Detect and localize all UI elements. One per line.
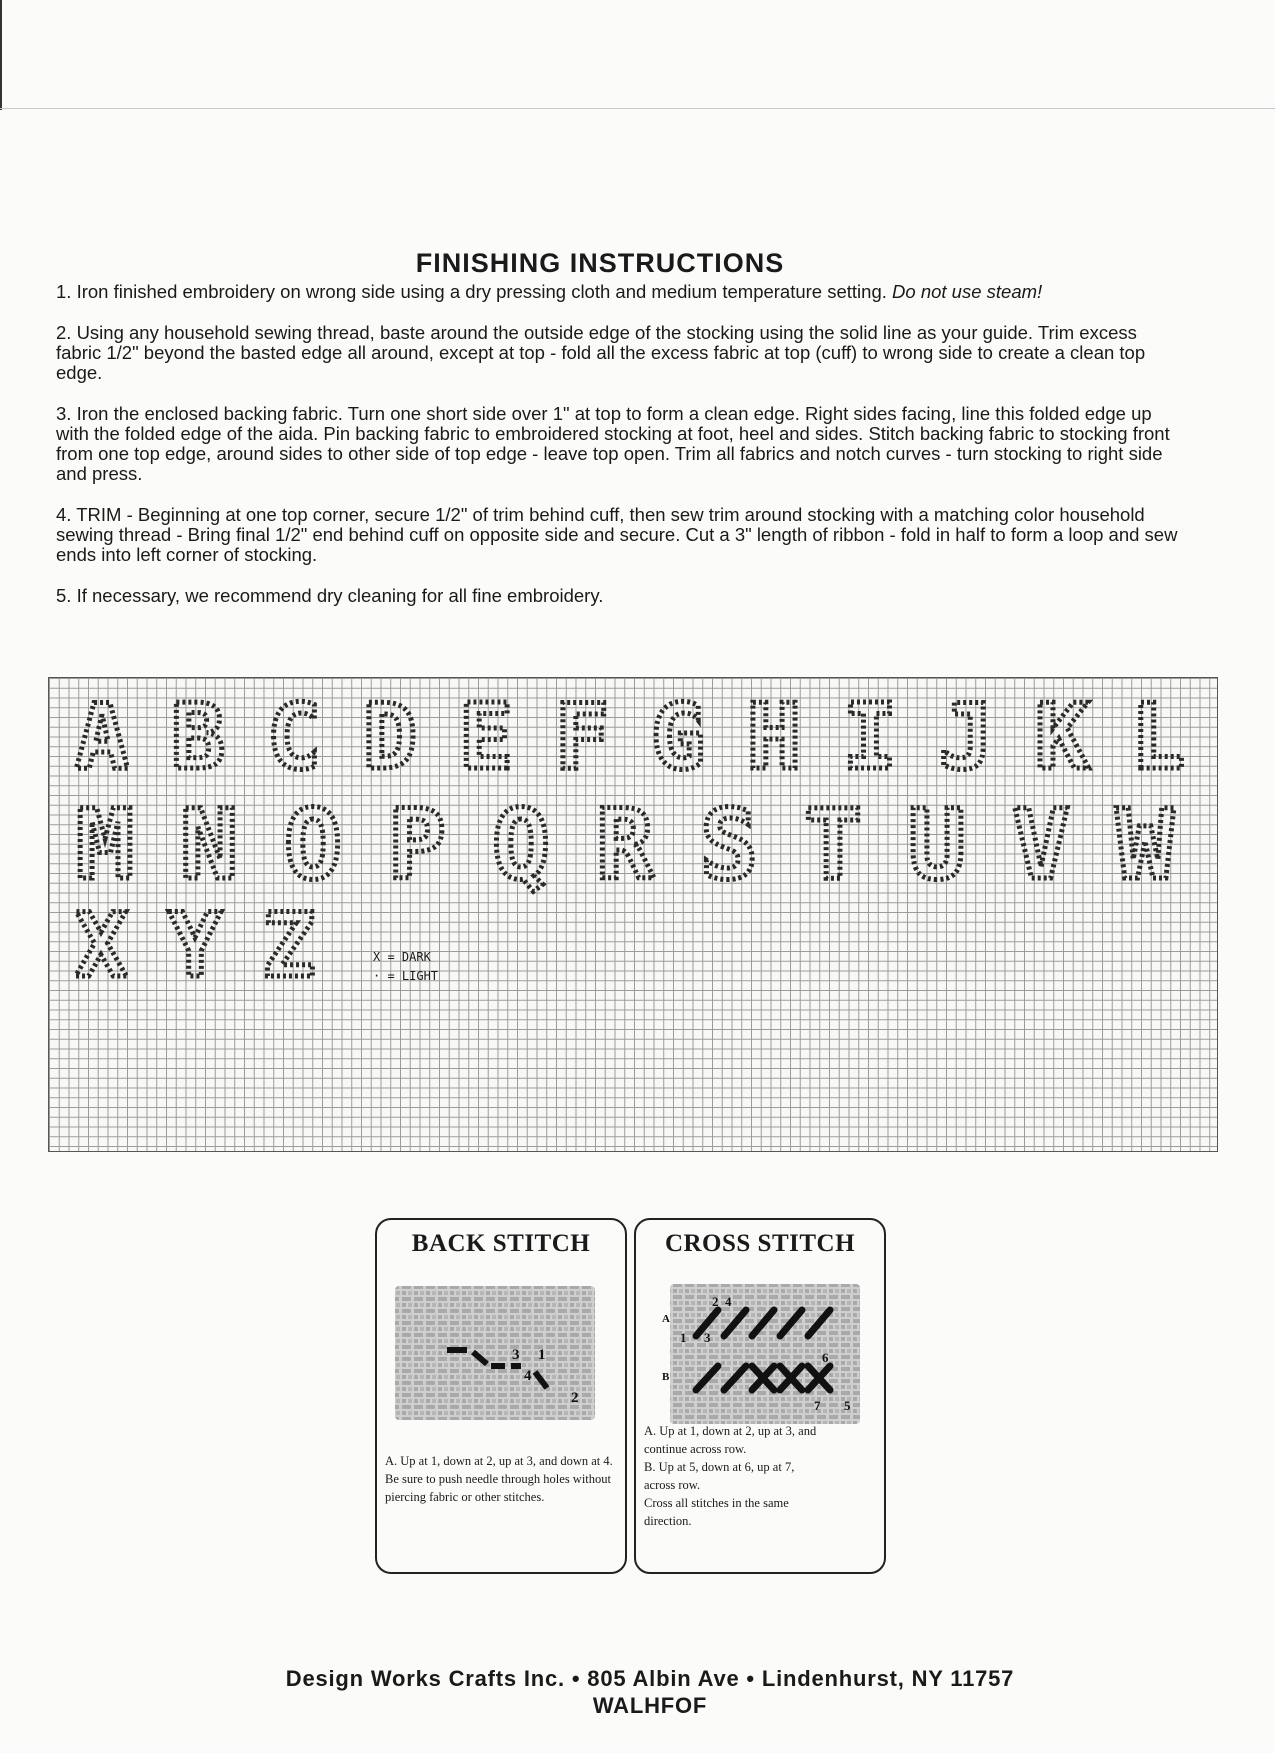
legend-dark: X = DARK bbox=[373, 950, 431, 964]
cross-label-6: 6 bbox=[822, 1350, 829, 1365]
cross-stitch-diagram bbox=[648, 1270, 870, 1436]
chart-letter-b: B bbox=[170, 685, 226, 790]
chart-letter-v: V bbox=[1012, 789, 1070, 901]
back-stitch-diagram bbox=[389, 1272, 611, 1438]
cross-stitch-description bbox=[644, 1422, 879, 1530]
chart-letter-n: N bbox=[180, 789, 238, 901]
alphabet-chart bbox=[48, 677, 1218, 1152]
company-address: Design Works Crafts Inc. • 805 Albin Ave • Lindenhurst, NY 11757 bbox=[285, 1666, 1015, 1691]
instruction-step-3: 3. Iron the enclosed backing fabric. Turn one short side over 1" at top to form a clean edge. Right sides facing, line this folded edge up with the folded edge of the aida. Pin backing fabric to embroidered stocking at foot, heel and sides. Stitch backing fabric to stocking front from one top edge, around sides to other side of top edge - leave top open. Trim all fabrics and notch curves - turn stocking to right side and press. bbox=[56, 403, 1170, 484]
cross-label-1: 1 bbox=[680, 1330, 687, 1345]
footer bbox=[0, 1665, 1275, 1719]
page-title: FINISHING INSTRUCTIONS bbox=[415, 248, 785, 278]
cross-label-7: 7 bbox=[814, 1398, 821, 1413]
row-label-b: B bbox=[662, 1371, 670, 1383]
page-fold-line bbox=[0, 108, 1275, 109]
chart-letter-k: K bbox=[1034, 685, 1090, 790]
step-1-warning: Do not use steam! bbox=[892, 281, 1043, 302]
chart-letter-r: R bbox=[596, 789, 654, 901]
chart-letter-y: Y bbox=[168, 894, 222, 997]
back-label-1: 1 bbox=[538, 1347, 546, 1363]
chart-letter-c: C bbox=[266, 685, 322, 790]
step-1-text: 1. Iron finished embroidery on wrong side using a dry pressing cloth and medium temperature setting. bbox=[56, 281, 893, 302]
chart-letter-q: Q bbox=[492, 789, 550, 901]
chart-letter-u: U bbox=[908, 789, 966, 901]
cross-label-4: 4 bbox=[725, 1294, 732, 1309]
cross-desc-line-3: B. Up at 5, down at 6, up at 7, bbox=[644, 1460, 795, 1474]
cross-desc-line-2: continue across row. bbox=[644, 1442, 747, 1456]
chart-letter-e: E bbox=[458, 685, 514, 790]
cross-desc-line-5: Cross all stitches in the same bbox=[644, 1496, 789, 1510]
chart-letter-z: Z bbox=[262, 894, 316, 997]
cross-label-2: 2 bbox=[712, 1294, 719, 1309]
fabric-weave bbox=[670, 1284, 860, 1424]
back-stitch-guide bbox=[375, 1218, 627, 1574]
chart-letter-t: T bbox=[804, 789, 862, 901]
scan-edge bbox=[0, 0, 2, 110]
chart-letter-w: W bbox=[1116, 789, 1174, 901]
chart-letter-d: D bbox=[362, 685, 418, 790]
chart-letter-f: F bbox=[554, 685, 610, 790]
cross-desc-line-1: A. Up at 1, down at 2, up at 3, and bbox=[644, 1424, 817, 1438]
back-label-2: 2 bbox=[571, 1390, 579, 1406]
chart-letter-g: G bbox=[650, 685, 706, 790]
back-label-4: 4 bbox=[524, 1368, 532, 1384]
back-label-3: 3 bbox=[512, 1347, 520, 1363]
chart-letter-p: P bbox=[388, 789, 446, 901]
instruction-step-1 bbox=[56, 282, 1181, 302]
instructions-list bbox=[56, 282, 1181, 627]
chart-letter-x: X bbox=[74, 894, 128, 997]
back-stitch-title: BACK STITCH bbox=[411, 1230, 591, 1257]
alphabet-pattern bbox=[49, 678, 1217, 1151]
chart-letter-i: I bbox=[842, 685, 898, 790]
legend-light: · = LIGHT bbox=[373, 969, 439, 983]
back-stitch-description: A. Up at 1, down at 2, up at 3, and down at 4. Be sure to push needle through holes without piercing fabric or other stitches. bbox=[385, 1454, 613, 1504]
chart-letter-o: O bbox=[284, 789, 342, 901]
instruction-step-2: 2. Using any household sewing thread, baste around the outside edge of the stocking using the solid line as your guide. Trim excess fabric 1/2" beyond the basted edge all around, except at top - fold all the excess fabric at top (cuff) to wrong side to create a clean top edge. bbox=[56, 322, 1146, 383]
instruction-step-5: 5. If necessary, we recommend dry cleaning for all fine embroidery. bbox=[56, 585, 604, 606]
cross-desc-line-6: direction. bbox=[644, 1514, 692, 1528]
chart-legend bbox=[373, 948, 438, 986]
cross-stitch-guide bbox=[634, 1218, 886, 1574]
cross-label-3: 3 bbox=[704, 1330, 711, 1345]
chart-letter-h: H bbox=[746, 685, 802, 790]
instruction-step-4: 4. TRIM - Beginning at one top corner, secure 1/2" of trim behind cuff, then sew trim around stocking with a matching color household sewing thread - Bring final 1/2" end behind cuff on opposite side and secure. Cut a 3" length of ribbon - fold in half to form a loop and sew ends into left corner of stocking. bbox=[56, 504, 1178, 565]
fabric-weave bbox=[395, 1286, 595, 1420]
chart-letter-a: A bbox=[74, 685, 130, 790]
chart-letter-m: M bbox=[76, 789, 134, 901]
chart-letter-s: S bbox=[700, 789, 758, 901]
cross-label-5: 5 bbox=[844, 1398, 851, 1413]
chart-letter-j: J bbox=[938, 685, 994, 790]
product-code: WALHFOF bbox=[592, 1693, 708, 1718]
row-label-a: A bbox=[662, 1313, 670, 1325]
cross-desc-line-4: across row. bbox=[644, 1478, 701, 1492]
chart-letter-l: L bbox=[1130, 685, 1186, 790]
cross-stitch-title: CROSS STITCH bbox=[664, 1230, 856, 1257]
